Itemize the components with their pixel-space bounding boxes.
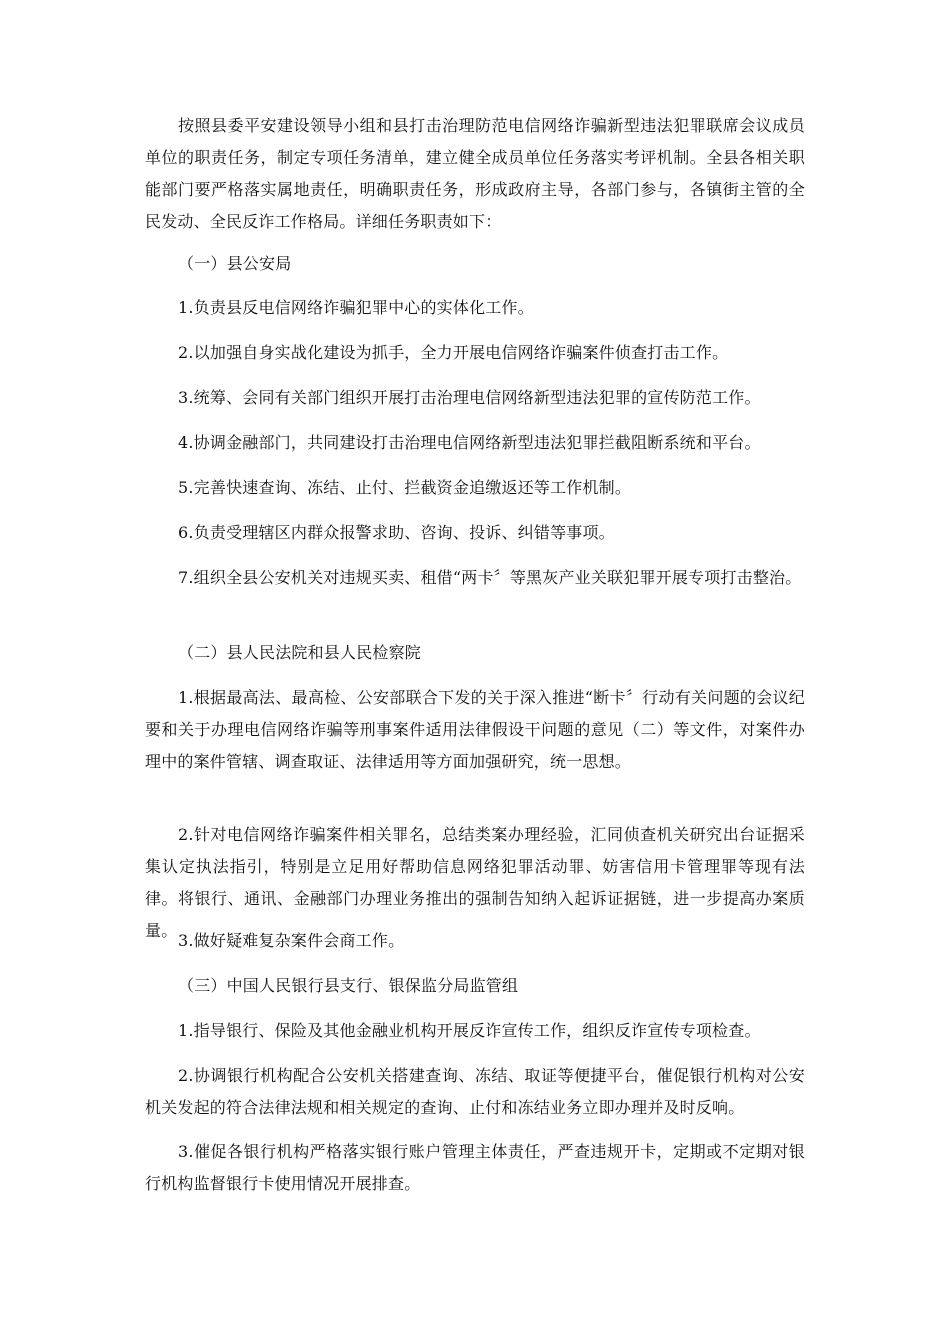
list-item: 7.组织全县公安机关对违规买卖、租借“两卡〞等黑灰产业关联犯罪开展专项打击整治。	[178, 568, 802, 587]
list-item: 2.针对电信网络诈骗案件相关罪名，总结类案办理经验，汇同侦查机关研究出台证据采集认定执法指引，特别是立足用好帮助信息网络犯罪活动罪、妨害信用卡管理罪等现有法律。将银行、通讯、金融部门办理业务推出的强制告知纳入起诉证据链，进一步提高办案质量。	[145, 825, 805, 940]
section-heading-court-procuratorate: （二）县人民法院和县人民检察院	[178, 643, 422, 662]
list-item: 3.催促各银行机构严格落实银行账户管理主体责任，严查违规开卡，定期或不定期对银行机构监督银行卡使用情况开展排查。	[145, 1142, 805, 1193]
list-item: 2.协调银行机构配合公安机关搭建查询、冻结、取证等便捷平台，催促银行机构对公安机关发起的符合法律法规和相关规定的查询、止付和冻结业务立即办理并及时反响。	[145, 1066, 805, 1117]
section-heading-public-security: （一）县公安局	[178, 254, 292, 273]
list-item: 1.根据最高法、最高检、公安部联合下发的关于深入推进“断卡〞行动有关问题的会议纪要和关于办理电信网络诈骗等刑事案件适用法律假设干问题的意见（二）等文件，对案件办理中的案件管辖、调查取证、法律适用等方面加强研究，统一思想。	[145, 688, 805, 771]
intro-paragraph: 按照县委平安建设领导小组和县打击治理防范电信网络诈骗新型违法犯罪联席会议成员单位的职责任务，制定专项任务清单，建立健全成员单位任务落实考评机制。全县各相关职能部门要严格落实属地责任，明确职责任务，形成政府主导，各部门参与，各镇街主管的全民发动、全民反诈工作格局。详细任务职责如下：	[145, 116, 805, 231]
list-item: 4.协调金融部门，共同建设打击治理电信网络新型违法犯罪拦截阻断系统和平台。	[178, 433, 761, 452]
list-item: 1.负责县反电信网络诈骗犯罪中心的实体化工作。	[178, 298, 534, 317]
list-item: 5.完善快速查询、冻结、止付、拦截资金追缴返还等工作机制。	[178, 478, 632, 497]
list-item: 3.做好疑难复杂案件会商工作。	[178, 931, 405, 950]
list-item: 6.负责受理辖区内群众报警求助、咨询、投诉、纠错等事项。	[178, 523, 615, 542]
list-item: 2.以加强自身实战化建设为抓手，全力开展电信网络诈骗案件侦查打击工作。	[178, 343, 729, 362]
list-item: 1.指导银行、保险及其他金融业机构开展反诈宣传工作，组织反诈宣传专项检查。	[178, 1021, 761, 1040]
section-heading-bank-regulator: （三）中国人民银行县支行、银保监分局监管组	[178, 976, 519, 995]
list-item: 3.统筹、会同有关部门组织开展打击治理电信网络新型违法犯罪的宣传防范工作。	[178, 388, 761, 407]
